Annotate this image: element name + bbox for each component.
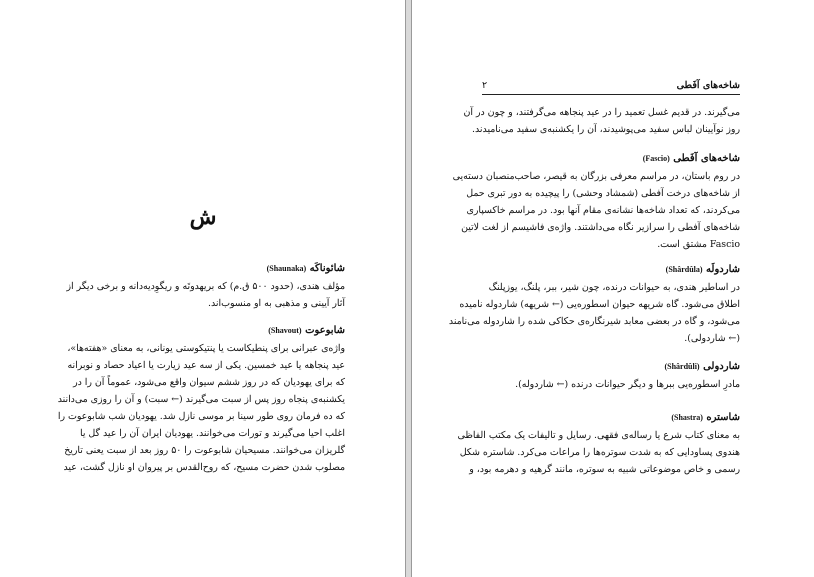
entry-body [452,168,740,253]
text-line: می‌شود، و گاه در بعضی معابد شیرنگاره‌ی حکاکی شده را شاردوله می‌نامند [448,316,740,327]
entry-title [482,360,740,374]
text-line: آثار آیینی و مذهبی به او منسوب‌اند. [208,298,345,309]
left-page [0,0,406,577]
text-line: که ده فرمان روی طور سینا بر موسی نازل شد. یهودیان شب شابوعوت را [57,411,345,422]
entry-shardula [448,263,740,347]
intro-paragraph [463,104,740,138]
section-letter: ش [189,204,217,230]
text-line: واژه‌ی عبرانی برای پنطیکاست یا پنتیکوستی یونانی، به معنای «هفته‌ها»، [67,343,345,354]
page-number: ۲ [482,80,488,91]
entry-body [463,104,740,138]
entry-title-text: شابوعوت [305,325,345,336]
text-line: به معنای کتاب شرع یا رساله‌ی فقهی. رسایل و تالیفات یک مکتب الفاظی [457,430,740,441]
entry-shaunaka [62,262,345,312]
right-page [411,0,814,577]
entry-title [482,411,740,425]
text-line: (← شاردولی). [684,333,740,344]
entry-latin: (Shaunaka) [266,264,307,273]
entry-shardulii [482,360,740,393]
entry-title-text: شاستره [706,412,740,423]
entry-latin: (Shârdûla) [665,265,703,274]
entry-latin: (Shastra) [671,413,703,422]
text-line: مؤلف هندی، (حدود ۵۰۰ ق.م) که بریهدوتَه و ریگوِدیه‌دانه و برخی دیگر از [66,281,345,292]
entry-body [57,340,345,476]
entry-latin: (Shârdûli) [664,362,700,371]
text-line: Fascio مشتق است. [657,239,740,250]
entry-title-text: شاخه‌های آفَطی [673,153,740,164]
entry-body [62,278,345,312]
entry-body [448,279,740,347]
entry-title-text: شاردولَه [706,264,740,275]
running-title: شاخه‌های آفَطی [676,80,740,91]
text-line: می‌کردند، که تعداد شاخه‌ها نشانه‌ی مقام آنها بود. در مراسم خاکسپاری [466,205,740,216]
entry-latin: (Shavout) [268,326,302,335]
entry-shastra [457,411,740,478]
text-line: اغلب احیا می‌گیرند و تورات می‌خوانند. یهودیان ایران آن را عید گل یا [79,428,345,439]
entry-shavout [57,324,345,476]
text-line: در اساطیر هندی، به حیوانات درنده، چون شیر، ببر، پلنگ، یوزپلنگ [488,282,740,293]
text-line: یکشنبه‌ی پنجاه روز پس از سبت می‌گیرند (← سبت) و آن را روزی می‌دانند [57,394,345,405]
entry-title [482,152,740,166]
running-header [482,80,740,95]
text-line: مادرِ اسطوره‌یی ببرها و دیگر حیوانات درنده (← شاردوله). [515,379,740,390]
entry-body [482,376,740,393]
text-line: رسمی و خاص موضوعاتی شبیه به سوتره، مانند گرهیه و دهرمه بود، و [469,464,740,475]
entry-title [482,263,740,277]
entry-title-text: شاردولی [703,361,740,372]
entry-latin: (Fascio) [642,154,670,163]
text-line: مصلوب شدن حضرت مسیح، که روح‌القدس بر پیروان او نازل گشت، عید [63,462,345,473]
entry-body [457,427,740,478]
text-line: روز نوآیینان لباس سفید می‌پوشیدند، آن را یکشنبه‌ی سفید می‌نامیدند. [472,124,740,135]
text-line: در روم باستان، در مراسم معرفی بزرگان به قیصر، صاحب‌منصبان دسته‌یی [452,171,740,182]
text-line: گلریزان می‌خوانند. مسیحیان شابوعوت را ۵۰ روز بعد از سبت یعنی تاریخ [64,445,345,456]
entry-title [62,324,345,338]
entry-fascio [452,152,740,253]
text-line: می‌گیرند. در قدیم غسل تعمید را در عید پنجاهه می‌گرفتند، و چون در آن [463,107,740,118]
entry-title-text: شائوناکَه [309,263,345,274]
text-line: از شاخه‌های درخت آفطی (شمشاد وحشی) را پیچیده به دور تبری حمل [466,188,740,199]
text-line: که برای یهودیان که در روز ششم سیوان واقع می‌شود، عموماً آن را در [73,377,345,388]
text-line: شاخه‌های آفطی را سرازیر نگاه می‌داشتند. واژه‌ی فاشیسم از لغت لاتین [461,222,740,233]
text-line: اطلاق می‌شود. گاه شریهه حیوان اسطوره‌یی (← شریهه) شاردوله نامیده [459,299,740,310]
text-line: عید پنجاهه یا عید خمسین. یکی از سه عید زیارت یا اعیاد حصاد و نوبرانه [67,360,345,371]
text-line: هندوی پساودایی که به شدت سوتره‌ها را مراعات می‌کرد. شاستره شکل [459,447,740,458]
entry-title [62,262,345,276]
